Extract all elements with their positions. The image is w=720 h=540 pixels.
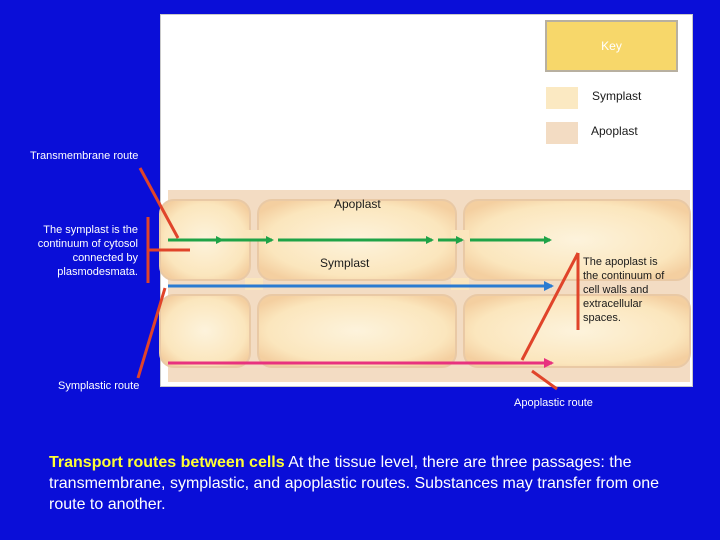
cell <box>160 295 250 367</box>
key-title: Key <box>545 20 678 72</box>
apoplast-note: The apoplast is the continuum of cell walls and extracellular spaces. <box>583 256 665 324</box>
apoplastic-route-label: Apoplastic route <box>514 397 593 409</box>
caption <box>49 452 699 515</box>
plasmodesma <box>451 278 469 290</box>
caption-title: Transport routes between cells <box>49 454 285 471</box>
key-apoplast-label: Apoplast <box>591 124 638 138</box>
plasmodesma <box>245 278 263 290</box>
symplast-inner-label: Symplast <box>320 256 370 270</box>
symplastic-route-label: Symplastic route <box>58 380 140 392</box>
apoplast-inner-label: Apoplast <box>334 197 381 211</box>
symplast-note: The symplast is the continuum of cytosol connected by plasmodesmata. <box>37 224 138 278</box>
cell <box>258 295 456 367</box>
caption-body: At the tissue level, there are three passages: the transmembrane, symplastic, and apoplastic routes. Substances may transfer from one route to another. <box>49 454 660 513</box>
key-symplast-label: Symplast <box>592 89 642 103</box>
transmembrane-route-label: Transmembrane route <box>30 150 139 162</box>
